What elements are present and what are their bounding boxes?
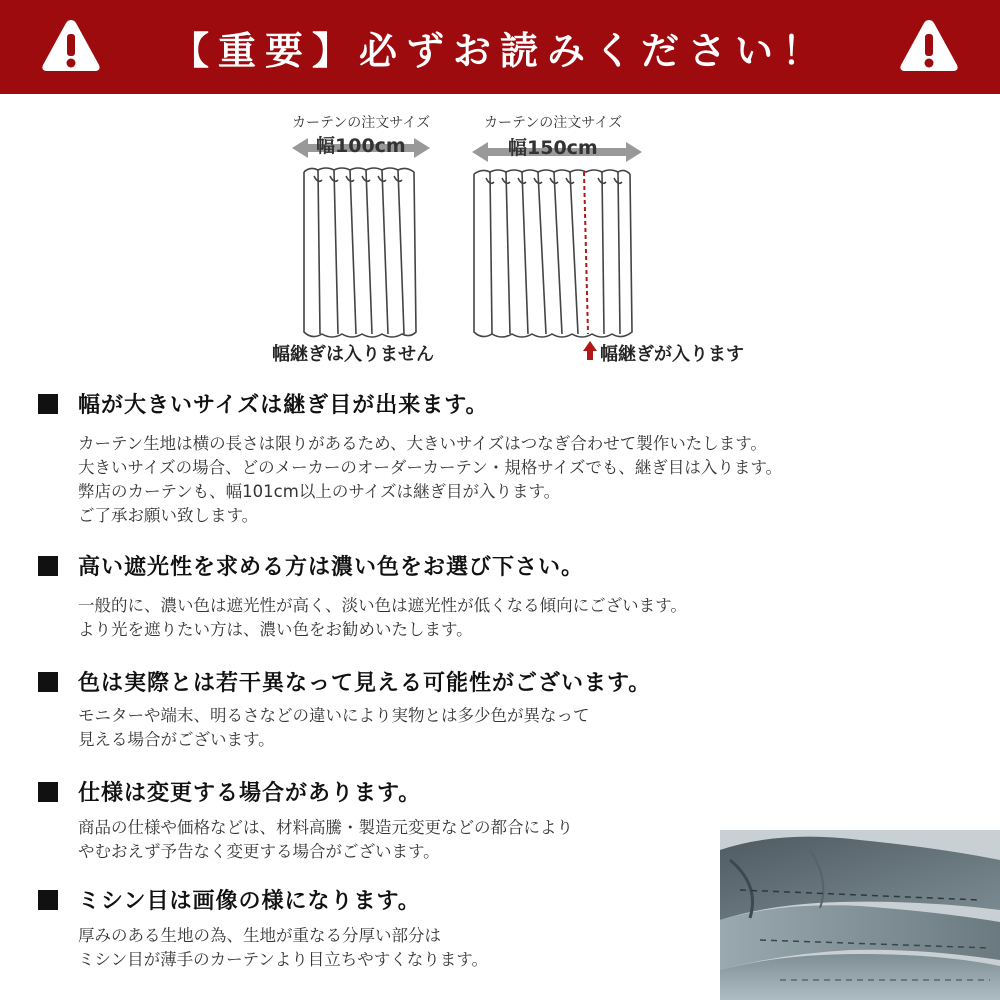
section-title: 仕様は変更する場合があります。 <box>78 781 422 806</box>
section-body <box>78 594 687 642</box>
warning-icon <box>40 16 102 74</box>
body-line: カーテン生地は横の長さは限りがあるため、大きいサイズはつなぎ合わせて製作いたします。 <box>78 434 767 453</box>
body-line: やむおえず予告なく変更する場合がございます。 <box>78 842 440 861</box>
bullet-square-icon <box>38 672 58 692</box>
body-line: ご了承お願い致します。 <box>78 506 259 525</box>
curtain-illustration <box>0 100 1000 370</box>
up-arrow-icon <box>583 341 597 360</box>
body-line: 見える場合がございます。 <box>78 730 275 749</box>
warning-banner <box>0 0 1000 94</box>
body-line: ミシン目が薄手のカーテンより目立ちやすくなります。 <box>78 950 488 969</box>
section-title: 高い遮光性を求める方は濃い色をお選び下さい。 <box>78 555 585 580</box>
warning-icon <box>898 16 960 74</box>
section-title: ミシン目は画像の様になります。 <box>78 889 421 914</box>
section-body <box>78 704 590 752</box>
bullet-square-icon <box>38 782 58 802</box>
body-line: 厚みのある生地の為、生地が重なる分厚い部分は <box>78 926 441 945</box>
section-body <box>78 816 573 864</box>
bullet-square-icon <box>38 394 58 414</box>
section-body <box>78 924 488 972</box>
caption-left: 幅継ぎは入りません <box>272 344 434 365</box>
banner-title: 【重要】必ずお読みください！ <box>170 28 829 73</box>
section-title: 幅が大きいサイズは継ぎ目が出来ます。 <box>78 393 489 418</box>
body-line: 一般的に、濃い色は遮光性が高く、淡い色は遮光性が低くなる傾向にございます。 <box>78 596 687 615</box>
size-value-left: 幅100cm <box>316 135 406 157</box>
order-size-label-right: カーテンの注文サイズ <box>484 115 623 131</box>
seam-line <box>584 172 588 334</box>
body-line: 大きいサイズの場合、どのメーカーのオーダーカーテン・規格サイズでも、継ぎ目は入ります。 <box>78 458 783 477</box>
fabric-stitch-photo <box>720 830 1000 1000</box>
curtain-left <box>304 168 416 337</box>
bullet-square-icon <box>38 890 58 910</box>
body-line: モニターや端末、明るさなどの違いにより実物とは多少色が異なって <box>78 706 590 725</box>
section-body <box>78 432 782 528</box>
bullet-square-icon <box>38 556 58 576</box>
curtain-size-diagram <box>0 100 1000 370</box>
body-line: 弊店のカーテンも、幅101cm以上のサイズは継ぎ目が入ります。 <box>78 482 561 501</box>
size-value-right: 幅150cm <box>508 137 598 159</box>
body-line: より光を遮りたい方は、濃い色をお勧めいたします。 <box>78 620 473 639</box>
order-size-label-left: カーテンの注文サイズ <box>292 115 431 131</box>
curtain-right <box>474 170 632 337</box>
body-line: 商品の仕様や価格などは、材料高騰・製造元変更などの都合により <box>78 818 573 837</box>
caption-right: 幅継ぎが入ります <box>600 344 744 365</box>
section-title: 色は実際とは若干異なって見える可能性がございます。 <box>78 671 652 696</box>
